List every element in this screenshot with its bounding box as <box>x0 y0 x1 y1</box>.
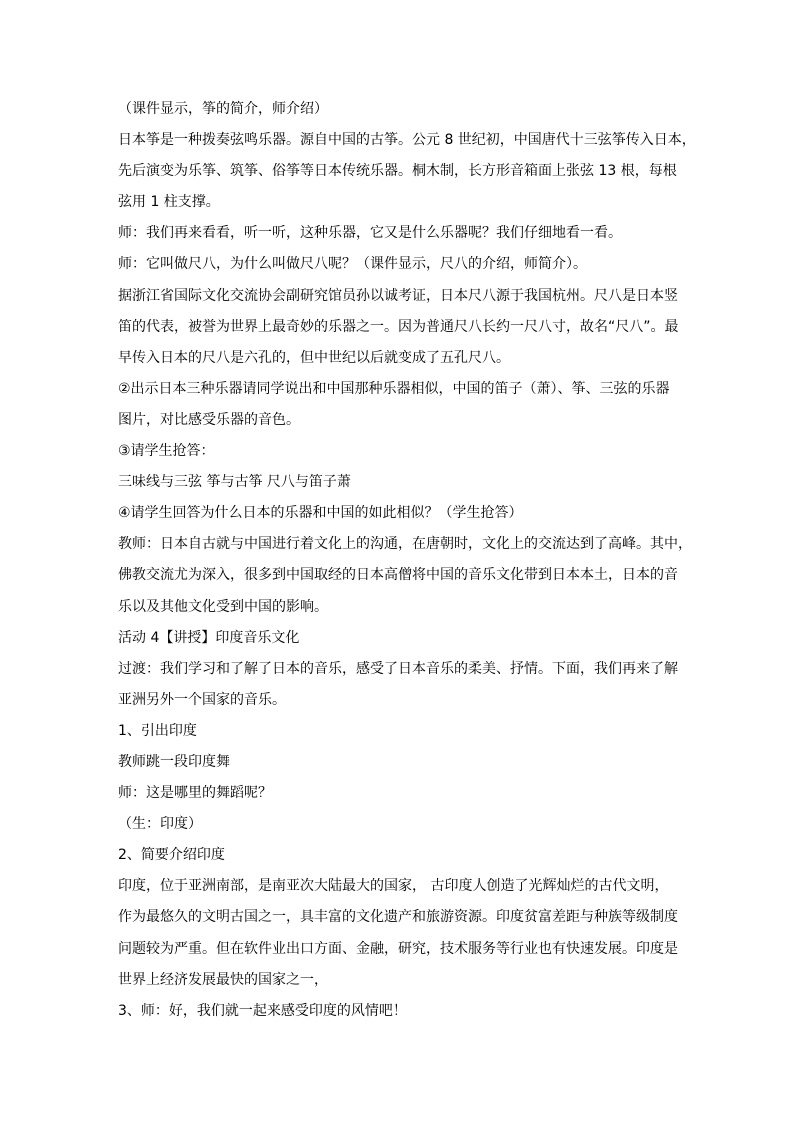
text-line: 过渡：我们学习和了解了日本的音乐，感受了日本音乐的柔美、抒情。下面，我们再来了解 <box>118 660 678 677</box>
text-line: ③请学生抢答： <box>118 443 215 460</box>
text-line: 弦用 1 柱支撑。 <box>118 194 220 211</box>
text-line: 先后演变为乐筝、筑筝、俗筝等日本传统乐器。桐木制，长方形音箱面上张弦 13 根，每根 <box>118 163 677 180</box>
text-line: ②出示日本三种乐器请同学说出和中国那种乐器相似，中国的笛子（萧）、筝、三弦的乐器 <box>118 380 670 397</box>
text-line: 印度，位于亚洲南部，是南亚次大陆最大的国家， 古印度人创造了光辉灿烂的古代文明， <box>118 878 669 895</box>
text-line: 3、师：好，我们就一起来感受印度的风情吧！ <box>118 1002 407 1019</box>
text-line: 据浙江省国际文化交流协会副研究馆员孙以诚考证，日本尺八源于我国杭州。尺八是日本竖 <box>118 287 678 304</box>
text-line: 笛的代表，被誉为世界上最奇妙的乐器之一。因为普通尺八长约一尺八寸，故名“尺八”。最 <box>118 318 679 335</box>
text-line: 图片，对比感受乐器的音色。 <box>118 411 300 428</box>
text-line: 师：我们再来看看，听一听，这种乐器，它又是什么乐器呢？我们仔细地看一看。 <box>118 225 622 242</box>
text-line: 世界上经济发展最快的国家之一， <box>118 971 328 988</box>
text-line: 1、引出印度 <box>118 722 197 739</box>
text-line: 三味线与三弦 筝与古筝 尺八与笛子萧 <box>118 474 351 491</box>
text-line: （生：印度） <box>118 816 202 833</box>
section-heading: 活动 4【讲授】印度音乐文化 <box>118 629 300 646</box>
text-line: 日本筝是一种拨奏弦鸣乐器。源自中国的古筝。公元 8 世纪初，中国唐代十三弦筝传入日本， <box>118 132 696 149</box>
text-line: 亚洲另外一个国家的音乐。 <box>118 691 286 708</box>
text-line: 师：它叫做尺八，为什么叫做尺八呢？（课件显示，尺八的介绍，师简介）。 <box>118 256 587 273</box>
text-line: 教师：日本自古就与中国进行着文化上的沟通，在唐朝时，文化上的交流达到了高峰。其中， <box>118 536 692 553</box>
text-line: 师：这是哪里的舞蹈呢？ <box>118 785 272 802</box>
text-line: ④请学生回答为什么日本的乐器和中国的如此相似？（学生抢答） <box>118 505 523 522</box>
document-body <box>118 98 696 1031</box>
text-line: 佛教交流尤为深入，很多到中国取经的日本高僧将中国的音乐文化带到日本本土，日本的音 <box>118 567 678 584</box>
text-line: 教师跳一段印度舞 <box>118 753 230 770</box>
text-line: 作为最悠久的文明古国之一，具丰富的文化遗产和旅游资源。印度贫富差距与种族等级制度 <box>118 909 678 926</box>
text-line: 早传入日本的尺八是六孔的，但中世纪以后就变成了五孔尺八。 <box>118 349 510 366</box>
text-line: 乐以及其他文化受到中国的影响。 <box>118 598 328 615</box>
text-line: 2、简要介绍印度 <box>118 847 225 864</box>
text-line: （课件显示，筝的简介，师介绍） <box>118 101 328 117</box>
text-line: 问题较为严重。但在软件业出口方面、金融，研究，技术服务等行业也有快速发展。印度是 <box>118 940 678 957</box>
